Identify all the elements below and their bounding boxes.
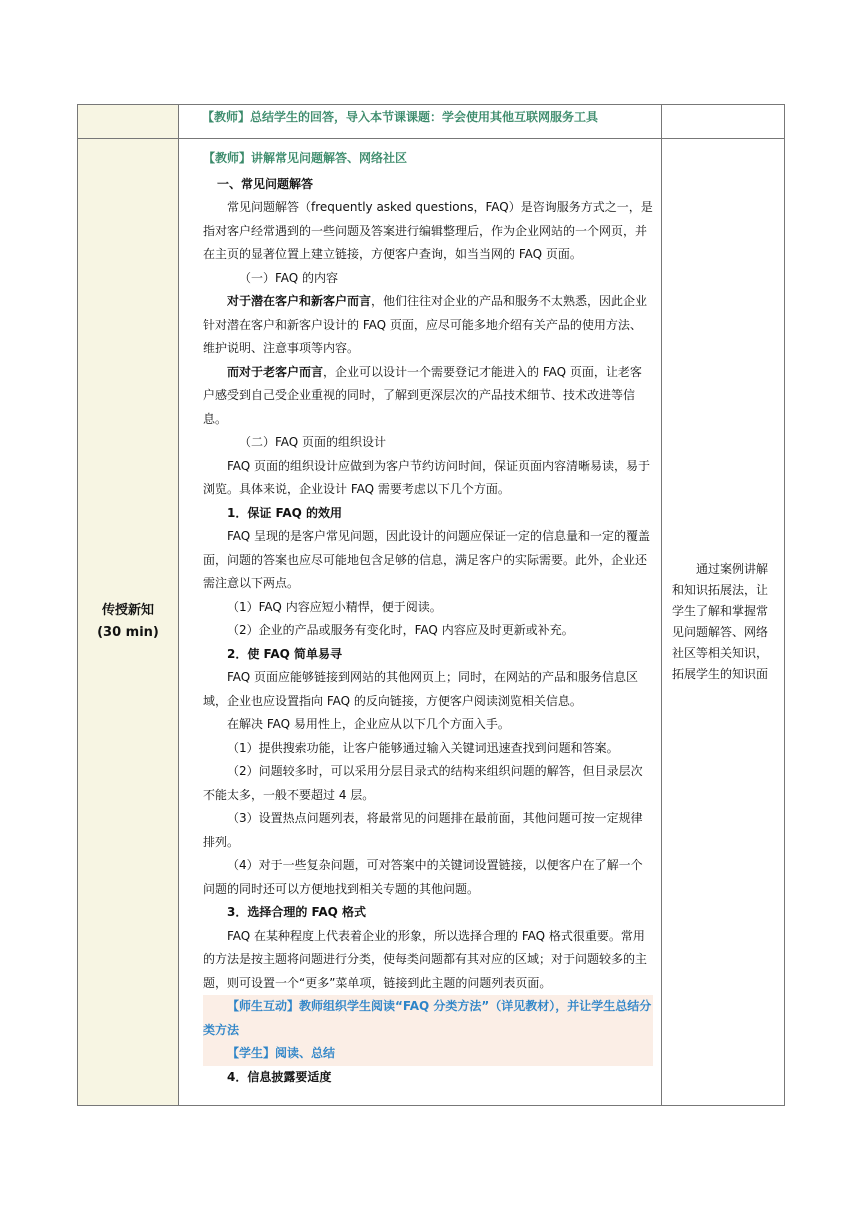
stage-time: (30 min) [97, 625, 159, 640]
teacher-intro: 【教师】讲解常见问题解答、网络社区 [203, 151, 408, 165]
student-activity: 【学生】阅读、总结 [203, 1042, 653, 1066]
teacher-summary-cell [179, 105, 662, 139]
numbered-heading: 3．选择合理的 FAQ 格式 [227, 905, 367, 919]
stage-cell [78, 139, 179, 1106]
teacher-summary-text: 【教师】总结学生的回答，导入本节课课题：学会使用其他互联网服务工具 [202, 110, 599, 124]
list-item: （2）问题较多时，可以采用分层目录式的结构来组织问题的解答，但目录层次不能太多，一般不要超过 4 层。 [203, 764, 643, 802]
design-note-text: 通过案例讲解和知识拓展法，让学生了解和掌握常见问题解答、网络社区等相关知识，拓展学生的知识面 [672, 562, 769, 681]
bold-lead: 对于潜在客户和新客户而言 [227, 294, 372, 308]
paragraph [203, 290, 653, 361]
paragraph-text: ，他们往往对企业的产品和服务不太熟悉，因此企业针对潜在客户和新客户设计的 FAQ 页面，应尽可能多地介绍有关产品的使用方法、维护说明、注意事项等内容。 [203, 294, 648, 355]
numbered-heading: 4．信息披露要适度 [227, 1069, 332, 1084]
paragraph [203, 361, 653, 432]
numbered-heading: 1．保证 FAQ 的效用 [227, 505, 343, 520]
list-item: （2）企业的产品或服务有变化时，FAQ 内容应及时更新或补充。 [227, 623, 574, 637]
paragraph: FAQ 呈现的是客户常见问题，因此设计的问题应保证一定的信息量和一定的覆盖面，问题的答案也应尽可能地包含足够的信息，满足客户的实际需要。此外，企业还需注意以下两点。 [203, 529, 651, 590]
subheading: （一）FAQ 的内容 [239, 270, 339, 285]
design-note-cell-empty [662, 105, 785, 139]
list-item: （4）对于一些复杂问题，可对答案中的关键词设置链接，以便客户在了解一个问题的同时还可以方便地找到相关专题的其他问题。 [203, 858, 643, 896]
design-note-cell [662, 139, 785, 1106]
section-heading: 一、常见问题解答 [217, 176, 314, 191]
list-item: （1）提供搜索功能，让客户能够通过输入关键词迅速查找到问题和答案。 [227, 740, 619, 755]
list-item: （3）设置热点问题列表，将最常见的问题排在最前面，其他问题可按一定规律排列。 [203, 811, 643, 849]
paragraph: 在解决 FAQ 易用性上，企业应从以下几个方面入手。 [227, 717, 510, 731]
interaction-note: 【师生互动】教师组织学生阅读“FAQ 分类方法”（详见教材），并让学生总结分类方法 [203, 995, 653, 1042]
stage-label: 传授新知 [101, 603, 154, 618]
paragraph: FAQ 在某种程度上代表着企业的形象，所以选择合理的 FAQ 格式很重要。常用的方法是按主题将问题进行分类，使每类问题都有其对应的区域；对于问题较多的主题，则可设置一个“更多”菜单项，链接到此主题的问题列表页面。 [203, 928, 648, 990]
bold-lead: 而对于老客户而言 [227, 364, 324, 379]
paragraph: 常见问题解答（frequently asked questions，FAQ）是咨询服务方式之一，是指对客户经常遇到的一些问题及答案进行编辑整理后，作为企业网站的一个网页，并在主页的显著位置上建立链接，方便客户查询，如当当网的 FAQ 页面。 [203, 200, 653, 261]
stage-cell-empty [78, 105, 179, 139]
subheading: （二）FAQ 页面的组织设计 [239, 435, 387, 449]
paragraph: FAQ 页面应能够链接到网站的其他网页上；同时，在网站的产品和服务信息区域，企业也应设置指向 FAQ 的反向链接，方便客户阅读浏览相关信息。 [203, 670, 639, 708]
paragraph: FAQ 页面的组织设计应做到为客户节约访问时间，保证页面内容清晰易读，易于浏览。具体来说，企业设计 FAQ 需要考虑以下几个方面。 [203, 458, 651, 496]
lesson-plan-table [77, 104, 785, 1106]
list-item: （1）FAQ 内容应短小精悍，便于阅读。 [227, 599, 442, 614]
numbered-heading: 2．使 FAQ 简单易寻 [227, 646, 343, 661]
teaching-content-cell [179, 139, 662, 1106]
table-row [78, 139, 785, 1106]
paragraph-text: ，企业可以设计一个需要登记才能进入的 FAQ 页面，让老客户感受到自己受企业重视的同时，了解到更深层次的产品技术细节、技术改进等信息。 [203, 364, 642, 426]
table-row [78, 105, 785, 139]
